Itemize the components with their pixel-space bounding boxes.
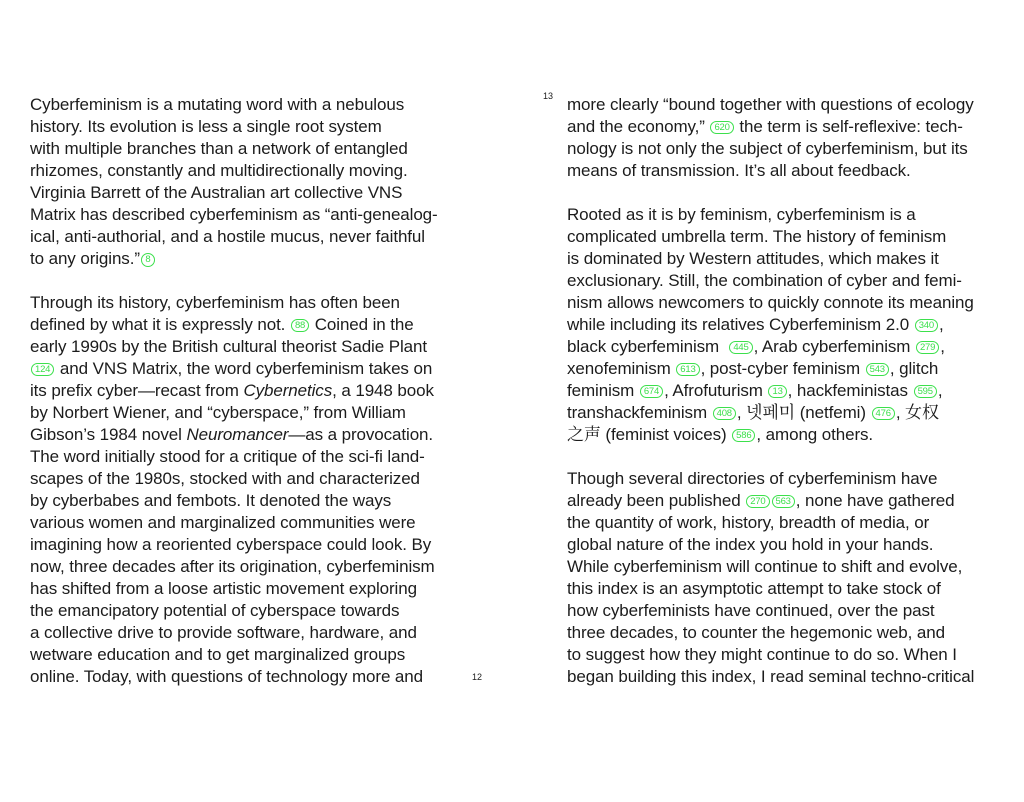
text-run: , 넷페미 (netfemi) — [736, 403, 871, 422]
text-run: xenofeminism — [567, 359, 676, 378]
text-run: a collective drive to provide software, hardware, and — [30, 623, 417, 642]
text-line — [567, 292, 1019, 314]
text-line — [30, 556, 482, 578]
text-run: early 1990s by the British cultural theorist Sadie Plant — [30, 337, 427, 356]
text-run: to any origins.” — [30, 249, 140, 268]
text-run: means of transmission. It’s all about feedback. — [567, 161, 911, 180]
reference-badge: 445 — [729, 341, 752, 354]
text-line — [567, 138, 1019, 160]
text-run: the quantity of work, history, breadth of media, or — [567, 513, 930, 532]
text-run: Though several directories of cyberfeminism have — [567, 469, 938, 488]
text-run: is dominated by Western attitudes, which makes it — [567, 249, 939, 268]
text-run: nology is not only the subject of cyberfeminism, but its — [567, 139, 968, 158]
text-run: , Arab cyberfeminism — [753, 337, 915, 356]
text-run: the term is self-reflexive: tech- — [734, 117, 963, 136]
text-run: wetware education and to get marginalized groups — [30, 645, 406, 664]
text-run: to suggest how they might continue to do so. When I — [567, 645, 957, 664]
text-line — [30, 446, 482, 468]
left-page-text-column — [30, 94, 482, 688]
text-run: Virginia Barrett of the Australian art collective VNS — [30, 183, 403, 202]
text-run: , none have gathered — [795, 491, 955, 510]
text-line — [567, 204, 1019, 226]
text-run: , among others. — [756, 425, 874, 444]
text-run: imagining how a reoriented cyberspace could look. By — [30, 535, 432, 554]
text-run: 之声 (feminist voices) — [567, 425, 732, 444]
text-line — [30, 490, 482, 512]
reference-badge: 279 — [916, 341, 939, 354]
text-run: Through its history, cyberfeminism has often been — [30, 293, 400, 312]
text-run: , — [938, 315, 944, 334]
text-line — [567, 314, 1019, 336]
text-run: defined by what it is expressly not. — [30, 315, 290, 334]
text-run: complicated umbrella term. The history of feminism — [567, 227, 947, 246]
reference-badge: 586 — [732, 429, 755, 442]
right-page-text-column — [567, 94, 1019, 688]
text-run: —as a provocation. — [288, 425, 434, 444]
text-line — [567, 534, 1019, 556]
text-line — [567, 94, 1019, 116]
text-line — [567, 666, 1019, 688]
text-run: Matrix has described cyberfeminism as “anti-genealog- — [30, 205, 438, 224]
text-run: nism allows newcomers to quickly connote its meaning — [567, 293, 974, 312]
text-run: now, three decades after its origination, cyberfeminism — [30, 557, 435, 576]
reference-badge: 124 — [31, 363, 54, 376]
text-run: more clearly “bound together with questions of ecology — [567, 95, 974, 114]
text-line — [30, 292, 482, 314]
text-line — [30, 534, 482, 556]
left-page-number: 12 — [472, 672, 483, 682]
text-run: history. Its evolution is less a single root system — [30, 117, 382, 136]
text-line — [567, 556, 1019, 578]
text-run: ical, anti-authorial, and a hostile mucus, never faithful — [30, 227, 425, 246]
text-line — [567, 512, 1019, 534]
text-line — [30, 468, 482, 490]
text-run: has shifted from a loose artistic movement exploring — [30, 579, 417, 598]
text-line — [30, 204, 482, 226]
text-run: , 女权 — [895, 403, 939, 422]
text-run: by Norbert Wiener, and “cyberspace,” from William — [30, 403, 406, 422]
text-line — [30, 226, 482, 248]
paragraph — [567, 468, 1019, 688]
text-line — [30, 182, 482, 204]
reference-badge: 408 — [713, 407, 736, 420]
text-run: this index is an asymptotic attempt to take stock of — [567, 579, 941, 598]
text-line — [567, 600, 1019, 622]
text-line — [567, 424, 1019, 446]
text-line — [567, 644, 1019, 666]
text-line — [30, 600, 482, 622]
text-run: black cyberfeminism — [567, 337, 729, 356]
text-run: Gibson’s 1984 novel — [30, 425, 187, 444]
text-line — [567, 358, 1019, 380]
text-line — [30, 380, 482, 402]
reference-badge: 674 — [640, 385, 663, 398]
text-line — [567, 116, 1019, 138]
text-run: while including its relatives Cyberfeminism 2.0 — [567, 315, 914, 334]
text-run: its prefix cyber—recast from — [30, 381, 244, 400]
text-run: three decades, to counter the hegemonic web, and — [567, 623, 945, 642]
text-line — [567, 490, 1019, 512]
reference-badge: 563 — [772, 495, 795, 508]
text-line — [30, 512, 482, 534]
text-run: While cyberfeminism will continue to shift and evolve, — [567, 557, 963, 576]
text-line — [567, 468, 1019, 490]
text-line — [30, 622, 482, 644]
text-line — [567, 160, 1019, 182]
text-line — [567, 622, 1019, 644]
reference-badge: 620 — [710, 121, 733, 134]
italic-text: Cybernetics — [243, 381, 333, 400]
reference-badge: 613 — [676, 363, 699, 376]
italic-text: Neuromancer — [186, 425, 289, 444]
text-line — [30, 248, 482, 270]
text-run: and the economy,” — [567, 117, 710, 136]
reference-badge: 340 — [915, 319, 938, 332]
reference-badge: 13 — [768, 385, 786, 398]
right-page-number: 13 — [543, 91, 554, 101]
paragraph — [567, 204, 1019, 446]
text-run: global nature of the index you hold in your hands. — [567, 535, 934, 554]
text-run: exclusionary. Still, the combination of cyber and femi- — [567, 271, 962, 290]
text-run: transhackfeminism — [567, 403, 712, 422]
text-run: The word initially stood for a critique of the sci-fi land- — [30, 447, 425, 466]
text-run: , post-cyber feminism — [700, 359, 865, 378]
text-run: , — [940, 337, 945, 356]
text-run: already been published — [567, 491, 746, 510]
text-run: with multiple branches than a network of entangled — [30, 139, 408, 158]
text-run: how cyberfeminists have continued, over the past — [567, 601, 935, 620]
text-line — [567, 402, 1019, 424]
text-run: feminism — [567, 381, 639, 400]
paragraph — [30, 292, 482, 688]
reference-badge: 476 — [872, 407, 895, 420]
text-line — [567, 226, 1019, 248]
text-run: the emancipatory potential of cyberspace towards — [30, 601, 400, 620]
text-line — [30, 138, 482, 160]
reference-badge: 270 — [746, 495, 769, 508]
text-line — [30, 314, 482, 336]
text-line — [30, 402, 482, 424]
reference-badge: 543 — [866, 363, 889, 376]
text-line — [567, 578, 1019, 600]
paragraph — [30, 94, 482, 270]
reference-badge: 595 — [914, 385, 937, 398]
reference-badge: 8 — [141, 253, 155, 267]
text-run: by cyberbabes and fembots. It denoted the ways — [30, 491, 392, 510]
text-line — [30, 336, 482, 358]
reference-badge: 88 — [291, 319, 309, 332]
paragraph — [567, 94, 1019, 182]
text-run: scapes of the 1980s, stocked with and characterized — [30, 469, 420, 488]
text-line — [30, 160, 482, 182]
text-line — [30, 424, 482, 446]
text-run: and VNS Matrix, the word cyberfeminism takes on — [55, 359, 433, 378]
text-run: , glitch — [889, 359, 939, 378]
text-line — [567, 336, 1019, 358]
text-run: various women and marginalized communities were — [30, 513, 416, 532]
text-run: , a 1948 book — [332, 381, 434, 400]
text-line — [30, 116, 482, 138]
text-run: Rooted as it is by feminism, cyberfeminism is a — [567, 205, 916, 224]
text-run: , — [937, 381, 943, 400]
text-line — [567, 248, 1019, 270]
text-line — [30, 94, 482, 116]
text-run: rhizomes, constantly and multidirectionally moving. — [30, 161, 408, 180]
text-line — [30, 358, 482, 380]
text-line — [567, 380, 1019, 402]
text-line — [30, 578, 482, 600]
text-run: , hackfeministas — [787, 381, 913, 400]
text-run: Cyberfeminism is a mutating word with a nebulous — [30, 95, 405, 114]
text-run: online. Today, with questions of technology more and — [30, 667, 423, 686]
text-run: began building this index, I read seminal techno-critical — [567, 667, 975, 686]
text-line — [30, 666, 482, 688]
text-run: , Afrofuturism — [664, 381, 768, 400]
text-run: Coined in the — [310, 315, 414, 334]
text-line — [567, 270, 1019, 292]
text-line — [30, 644, 482, 666]
